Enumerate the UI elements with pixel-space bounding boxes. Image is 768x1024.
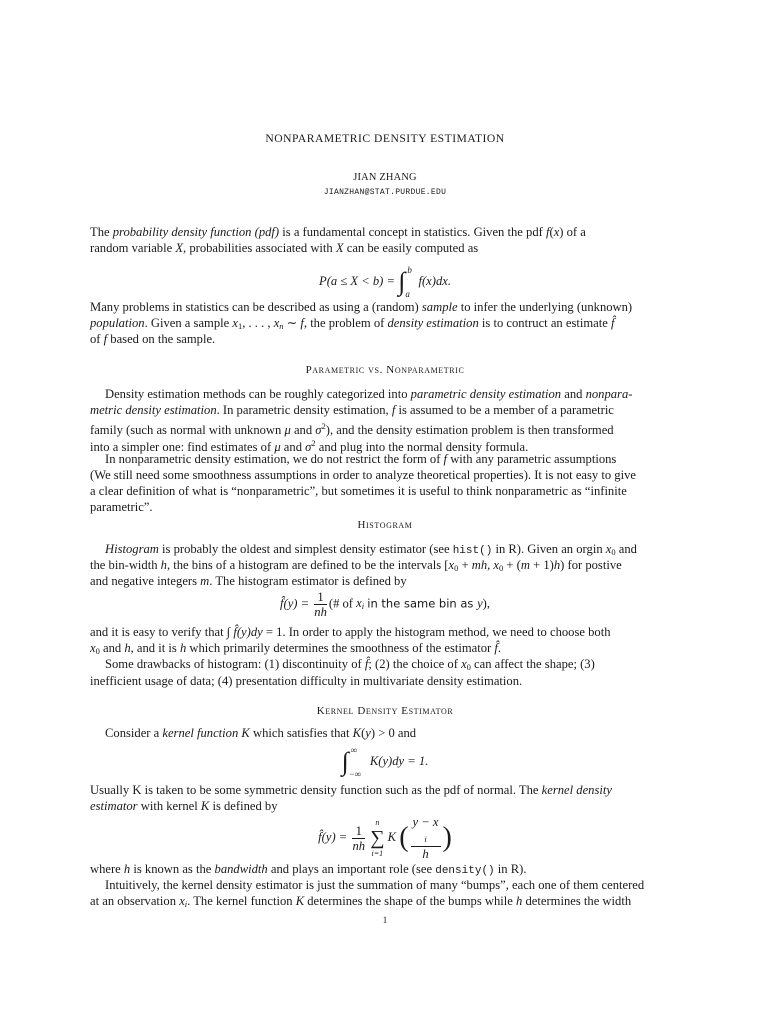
text: is known as the	[130, 862, 215, 876]
text: and	[394, 726, 417, 740]
summation: n ∑ i=1	[370, 818, 385, 858]
equation-lhs: f̂(y) =	[318, 829, 348, 844]
fraction	[314, 590, 327, 619]
equation-text: in the same bin as	[367, 596, 478, 611]
integral-limits	[405, 262, 415, 302]
numerator: 1	[314, 590, 327, 605]
text: and plays an important role (see	[267, 862, 436, 876]
section-histogram-body-2: and it is easy to verify that ∫ f̂(y)dy = 1. In order to apply the histogram method, we need to choose both $x_0$ and h, and it is h which primarily determines the smoothness of the estimator f̂. Some drawbacks of histogram: (1) discontinuity of f̂; (2) the choice of $x_0$ can affect the shape; (3) inefficient usage of data; (4) presentation difficulty in multivariate density estimation.	[90, 624, 680, 689]
text: with any parametric assumptions	[447, 451, 617, 466]
equation-rhs: K(y)dy = 1.	[369, 753, 429, 768]
equation-text: (# of	[328, 596, 357, 611]
text: Consider a	[105, 726, 163, 740]
text: = 1. In order to apply the histogram method, we need to choose both	[262, 625, 611, 639]
fraction: y − x $_i$ h	[412, 815, 439, 861]
equation-text: ),	[482, 596, 490, 611]
text: determines the width	[522, 894, 632, 909]
code-density: density()	[435, 865, 495, 877]
numerator: y − x	[412, 815, 439, 829]
text: and negative integers	[90, 574, 201, 589]
text: can affect the shape; (3)	[470, 657, 595, 672]
term-kernel-function: kernel function	[162, 726, 239, 740]
author-email: JIANZHAN@STAT.PURDUE.EDU	[323, 188, 447, 197]
text-line: Intuitively, the kernel density estimator is just the summation of many “bumps”, each one of them centered	[105, 878, 645, 893]
text: . The kernel function	[187, 894, 296, 909]
text: into a simpler one: find estimates of	[90, 439, 275, 454]
text: ), and the density estimation problem is then transformed	[325, 423, 614, 438]
text: . Given a sample	[144, 316, 233, 331]
equation-rhs: f(x)dx.	[418, 273, 451, 288]
text: family (such as normal with unknown	[90, 423, 285, 438]
denominator: nh	[314, 605, 327, 619]
text: is defined by	[209, 799, 278, 814]
text: based on the sample.	[107, 332, 216, 347]
section-kde-body-2: Usually K is taken to be some symmetric density function such as the pdf of normal. The kernel density estimator with kernel K is defined by	[90, 783, 612, 814]
text: and	[280, 439, 306, 454]
section-heading-histogram: Histogram	[357, 519, 413, 531]
lower-limit: −∞	[348, 768, 362, 779]
text: at an observation	[90, 894, 180, 909]
text-line: parametric”.	[90, 500, 153, 515]
integral-symbol: ∫	[341, 747, 349, 776]
text: In nonparametric density estimation, we do not restrict the form of	[105, 451, 444, 466]
term-bandwidth: bandwidth	[214, 862, 268, 876]
text: with kernel	[137, 799, 201, 814]
sum-upper: n	[375, 818, 380, 827]
text: is to contruct an estimate	[478, 316, 611, 331]
text-line: a clear definition of what is “nonparametric”, but sometimes it is useful to think nonparametric as “infinite	[90, 484, 627, 499]
text: the bin-width	[90, 558, 161, 573]
text: ; (2) the choice of	[368, 657, 462, 672]
kernel-symbol: K	[387, 829, 397, 844]
intro-paragraph-2: Many problems in statistics can be described as using a (random) sample to infer the underlying (unknown) population. Given a sample $x_1$, . . . , $x_n$ ∼ f, the problem of density estimation is to contruct an estimate f̂ of f based on the sample.	[90, 300, 633, 347]
text: and	[290, 423, 316, 438]
text: , and it is	[130, 641, 180, 656]
text: for postive	[564, 558, 622, 573]
text: Some drawbacks of histogram: (1) discontinuity of	[105, 657, 365, 672]
text: of	[90, 332, 104, 347]
text: , the bins of a histogram are defined to be the intervals	[166, 558, 445, 573]
denominator: h	[422, 847, 429, 861]
equation-kde: f̂(y) = $\frac{1}{nh}$ n ∑ i=1 K ( y − x $_i$ h )	[318, 815, 452, 861]
text: and plug into the normal density formula.	[315, 439, 529, 454]
term: metric density estimation	[90, 403, 217, 418]
section-kde-body: Consider a kernel function K which satisfies that K(y) > 0 and	[105, 726, 417, 740]
text: is assumed to be a member of a parametric	[395, 403, 614, 418]
text: where	[90, 862, 124, 876]
text-line: (We still need some smoothness assumptions in order to analyze theoretical properties). It is not easy to give	[90, 467, 636, 482]
text: is probably the oldest and simplest density estimator (see	[158, 542, 453, 556]
text: The	[90, 225, 113, 239]
term-sample: sample	[421, 300, 458, 314]
page-number: 1	[382, 915, 388, 925]
section-kde-body-3: where h is known as the bandwidth and plays an important role (see density() in R). Intuitively, the kernel density estimator is just the summation of many “bumps”, each one of them centered at an observation $x_i$. The kernel function K determines the shape of the bumps while h determines the width	[90, 861, 680, 910]
text: and	[561, 387, 586, 401]
text: Many problems in statistics can be described as using a (random)	[90, 300, 422, 314]
text: of a	[563, 225, 586, 239]
text: and it is easy to verify that ∫	[90, 625, 234, 639]
equation-probability	[90, 262, 680, 302]
denominator: nh	[352, 838, 366, 853]
text: . In parametric density estimation,	[216, 403, 392, 418]
text-line: inefficient usage of data; (4) presentation difficulty in multivariate density estimation.	[90, 673, 523, 688]
upper-limit: ∞	[350, 745, 358, 755]
equation-histogram: f̂(y) = $\frac{1}{nh}$ (# of $x_i$ in the same bin as y),	[280, 590, 490, 619]
upper-limit: b	[407, 265, 412, 275]
term-density-estimation: density estimation	[387, 316, 479, 331]
code-hist: hist()	[452, 545, 493, 557]
text: Usually K is taken to be some symmetric density function such as the pdf of normal. The	[90, 783, 542, 797]
text: is a fundamental concept in statistics. Given the pdf	[279, 225, 546, 239]
text: and	[615, 542, 637, 556]
term-histogram: Histogram	[105, 542, 159, 556]
sum-lower: i=1	[371, 849, 384, 858]
text: determines the shape of the bumps while	[304, 894, 517, 909]
integral-limits	[349, 742, 367, 782]
lower-limit: a	[405, 288, 410, 299]
term: estimator	[90, 799, 138, 814]
text: and	[99, 641, 125, 656]
intro-paragraph: The probability density function (pdf) is a fundamental concept in statistics. Given the pdf f(x) of a random variable X, probabilities associated with X can be easily computed as	[90, 225, 586, 256]
term: parametric density estimation	[410, 387, 562, 401]
equation-lhs: P(a ≤ X < b) =	[319, 273, 396, 288]
author-name: JIAN ZHANG	[353, 172, 417, 183]
term-pdf: probability density function (pdf)	[112, 225, 280, 239]
numerator: 1	[352, 824, 365, 839]
text: , probabilities associated with	[183, 241, 336, 256]
equation-lhs: f̂(y) =	[280, 596, 310, 611]
text: in R). Given an orgin	[492, 542, 606, 556]
integral-symbol: ∫	[398, 267, 406, 296]
section-histogram-body: Histogram is probably the oldest and simplest density estimator (see hist() in R). Given an orgin $x_0$ and the bin-width h, the bins of a histogram are defined to be the intervals [$x_0$ + mh, $x_0 + (m + 1)h$) for postive and negative integers m. The histogram estimator is defined by	[90, 542, 637, 589]
text: Density estimation methods can be roughly categorized into	[105, 387, 411, 401]
text: to infer the underlying (unknown)	[457, 300, 633, 314]
equation-kernel-normalization	[90, 742, 680, 782]
text: in R).	[494, 862, 527, 876]
section-parametric-body: Density estimation methods can be roughly categorized into parametric density estimation and nonpara- metric density estimation. In parametric density estimation, f is assumed to be a member of a parametric family (such as normal with unknown μ and $\sigma^2$), and the density estimation problem is then transformed into a simpler one: find estimates of μ and $\sigma^2$ and plug into the normal density formula. In nonparametric density estimation, we do not restrict the form of f with any parametric assumptions (We still need some smoothness assumptions in order to analyze theoretical properties). It is not easy to give a clear definition of what is “nonparametric”, but sometimes it is useful to think nonparametric as “infinite parametric”.	[90, 386, 680, 516]
math: f̂(y)dy	[233, 625, 263, 639]
fraction	[352, 824, 365, 853]
section-heading-kde: Kernel Density Estimator	[316, 705, 454, 717]
section-heading-parametric: Parametric vs. Nonparametric	[305, 364, 465, 376]
text: which satisfies that	[249, 726, 353, 740]
text: , the problem of	[303, 316, 388, 331]
text: can be easily computed as	[343, 241, 479, 256]
term: nonpara-	[585, 387, 633, 401]
term-population: population	[90, 316, 145, 331]
text: . The histogram estimator is defined by	[209, 574, 407, 589]
paper-title: NONPARAMETRIC DENSITY ESTIMATION	[265, 132, 505, 145]
term: kernel density	[541, 783, 612, 797]
text: random variable	[90, 241, 176, 256]
text: which primarily determines the smoothness of the estimator	[186, 641, 495, 656]
